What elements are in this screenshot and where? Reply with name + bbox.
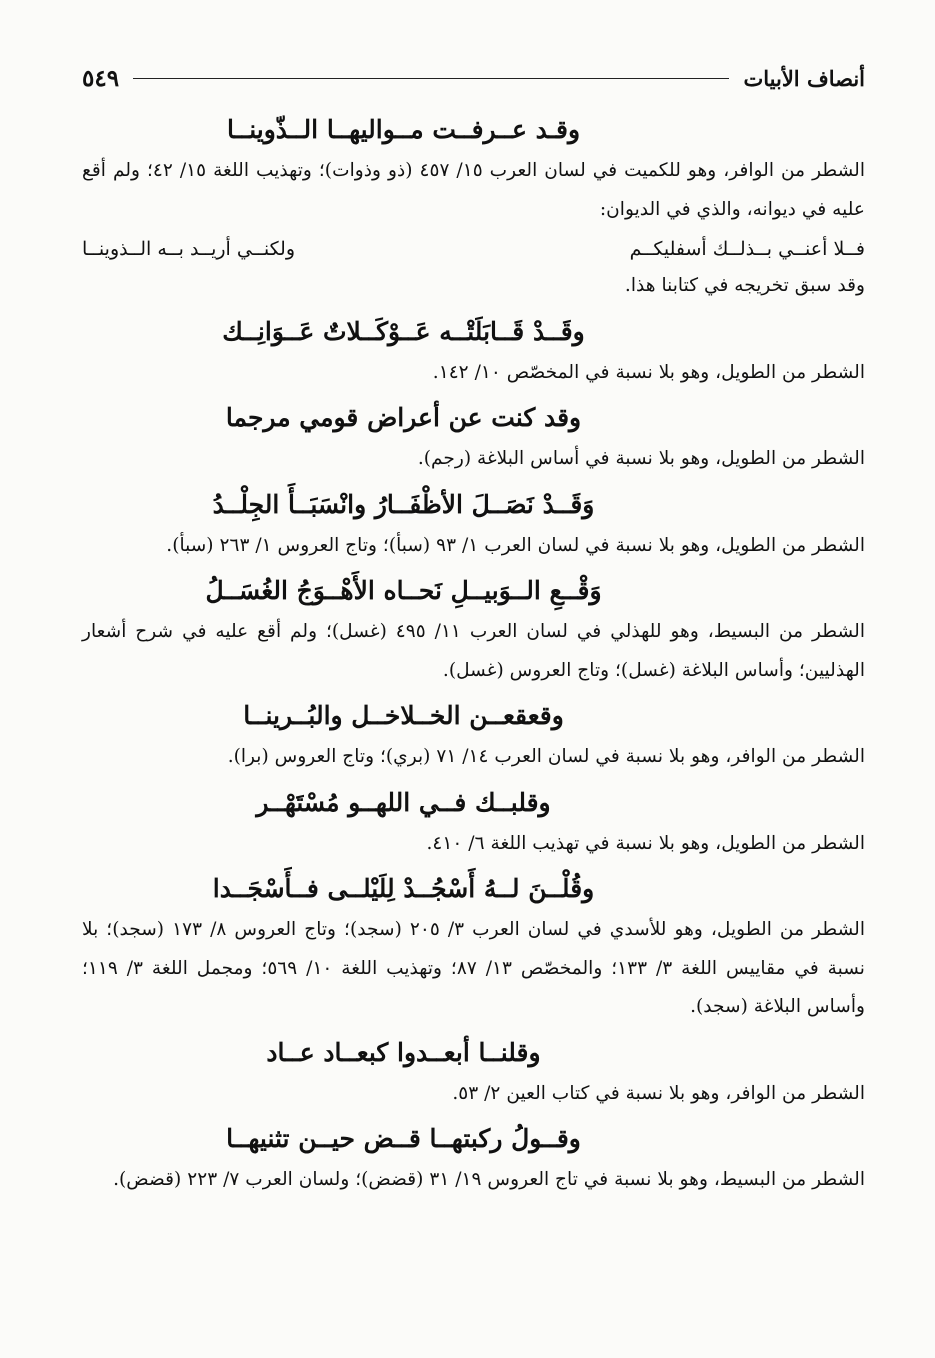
verse-note: الشطر من البسيط، وهو للهذلي في لسان العرب ١١/ ٤٩٥ (غسل)؛ ولم أقع عليه في شرح أشعار الهذليين؛ وأساس البلاغة (غسل)؛ وتاج العروس (غسل). <box>82 621 865 681</box>
verse-note: الشطر من الطويل، وهو بلا نسبة في تهذيب اللغة ٦/ ٤١٠. <box>426 832 865 854</box>
verse-note: الشطر من الوافر، وهو بلا نسبة في لسان العرب ١٤/ ٧١ (بري)؛ وتاج العروس (برا). <box>227 746 865 767</box>
page-body <box>82 108 865 1204</box>
verse-note: الشطر من الطويل، وهو للأسدي في لسان العرب ٣/ ٢٠٥ (سجد)؛ وتاج العروس ٨/ ١٧٣ (سجد)؛ بلا نسبة في مقاييس اللغة ٣/ ١٣٣؛ والمخصّص ١٣/ ٨٧؛ وتهذيب اللغة ١٠/ ٥٦٩؛ ومجمل اللغة ٣/ ١١٩؛ وأساس البلاغة (سجد). <box>82 919 865 1017</box>
couplet-second-hemistich: ولكنــي أريــد بــه الــذوينــا <box>82 238 296 260</box>
verse-heading: وقلبــك فــي اللهــو مُسْتَهْــر <box>256 787 551 817</box>
verse-heading: وَقْــعِ الــوَبيــلِ نَحــاه الأَهْــوَجُ الغُسَــلُ <box>205 576 602 605</box>
running-head <box>82 58 865 98</box>
couplet-first-hemistich: فــلا أعنــي بــذلــك أسفليكــم <box>629 238 865 260</box>
header-rule <box>133 78 729 79</box>
page-number: ٥٤٩ <box>82 64 120 92</box>
verse-heading: وقعقعــن الخــلاخــل والبُــرينــا <box>243 701 564 730</box>
verse-note: الشطر من البسيط، وهو بلا نسبة في تاج العروس ١٩/ ٣١ (قضض)؛ ولسان العرب ٧/ ٢٢٣ (قضض). <box>113 1169 865 1190</box>
verse-note: الشطر من الطويل، وهو بلا نسبة في المخصّص ١٠/ ١٤٢. <box>432 361 865 383</box>
verse-heading: وَقَــدْ نَصَــلَ الأظْفَــارُ وانْسَبَــأَ الجِلْــدُ <box>212 489 595 519</box>
verse-heading: وقلنــا أبعــدوا كبعــاد عــاد <box>266 1037 541 1067</box>
verse-heading: وقـد عــرفــت مــواليهــا الــذّوينــا <box>226 115 581 144</box>
verse-note: الشطر من الوافر، وهو للكميت في لسان العرب ١٥/ ٤٥٧ (ذو وذوات)؛ وتهذيب اللغة ١٥/ ٤٢؛ ولم أقع عليه في ديوانه، والذي في الديوان: <box>82 160 866 220</box>
verse-heading: وقُلْــنَ لــهُ أَسْجُــدْ لِلَيْلــى فــأَسْجَــدا <box>212 874 595 903</box>
verse-note-continued: وقد سبق تخريجه في كتابنا هذا. <box>624 275 865 296</box>
quoted-couplet <box>82 231 865 267</box>
verse-heading: وقد كنت عن أعراض قومي مرجما <box>225 403 582 432</box>
verse-heading: وقــولُ ركبتهــا قــض حيــن تثنيهــا <box>226 1124 581 1153</box>
verse-note: الشطر من الطويل، وهو بلا نسبة في لسان العرب ١/ ٩٣ (سبأ)؛ وتاج العروس ١/ ٢٦٣ (سبأ). <box>166 534 865 556</box>
verse-note: الشطر من الطويل، وهو بلا نسبة في أساس البلاغة (رجم). <box>417 448 865 469</box>
verse-heading: وقَــدْ قَــابَلَتْــه عَــوْكَــلاتٌ عَــوَانِــك <box>222 316 585 346</box>
running-title: أنصاف الأبيات <box>743 65 865 91</box>
verse-note: الشطر من الوافر، وهو بلا نسبة في كتاب العين ٢/ ٥٣. <box>452 1082 865 1104</box>
